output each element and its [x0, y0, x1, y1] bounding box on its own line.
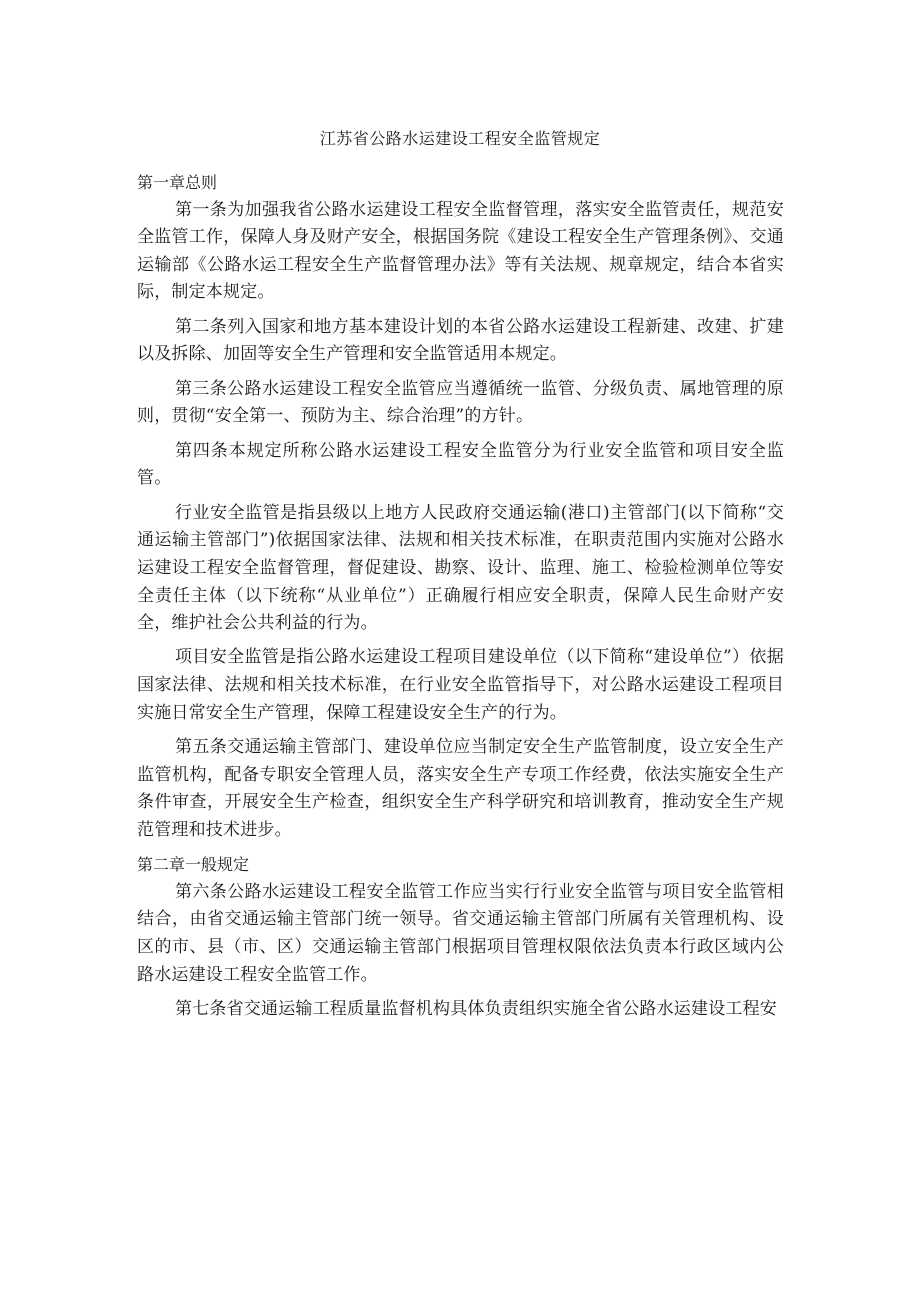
chapter-heading-1: 第一章总则	[137, 173, 218, 192]
industry-supervision-paragraph: 行业安全监管是指县级以上地方人民政府交通运输(港口)主管部门(以下简称“交通运输主管部门”)依据国家法律、法规和相关技术标准，在职责范围内实施对公路水运建设工程安全监督管理，督促建设、勘察、设计、监理、施工、检验检测单位等安全责任主体（以下统称“从业单位”）正确履行相应安全职责，保障人民生命财产安全，维护社会公共利益的行为。	[137, 502, 784, 634]
document-title: 江苏省公路水运建设工程安全监管规定	[319, 129, 601, 148]
article-5-paragraph: 第五条交通运输主管部门、建设单位应当制定安全生产监管制度，设立安全生产监管机构，配备专职安全管理人员，落实安全生产专项工作经费，依法实施安全生产条件审查，开展安全生产检查，组织安全生产科学研究和培训教育，推动安全生产规范管理和技术进步。	[137, 737, 784, 840]
document-body	[137, 169, 784, 1024]
article-7-paragraph: 第七条省交通运输工程质量监督机构具体负责组织实施全省公路水运建设工程安	[175, 999, 777, 1019]
article-3-paragraph: 第三条公路水运建设工程安全监管应当遵循统一监管、分级负责、属地管理的原则，贯彻“安全第一、预防为主、综合治理”的方针。	[137, 378, 784, 427]
article-4-paragraph: 第四条本规定所称公路水运建设工程安全监管分为行业安全监管和项目安全监管。	[137, 440, 784, 489]
article-2-paragraph: 第二条列入国家和地方基本建设计划的本省公路水运建设工程新建、改建、扩建以及拆除、加固等安全生产管理和安全监管适用本规定。	[137, 316, 784, 365]
chapter-heading-2: 第二章一般规定	[137, 855, 250, 875]
article-1-paragraph: 第一条为加强我省公路水运建设工程安全监督管理，落实安全监管责任，规范安全监管工作，保障人身及财产安全，根据国务院《建设工程安全生产管理条例》、交通运输部《公路水运工程安全生产监督管理办法》等有关法规、规章规定，结合本省实际，制定本规定。	[137, 199, 784, 303]
article-6-paragraph: 第六条公路水运建设工程安全监管工作应当实行行业安全监管与项目安全监管相结合，由省交通运输主管部门统一领导。省交通运输主管部门所属有关管理机构、设区的市、县（市、区）交通运输主管部门根据项目管理权限依法负责本行政区域内公路水运建设工程安全监管工作。	[137, 881, 784, 985]
project-supervision-paragraph: 项目安全监管是指公路水运建设工程项目建设单位（以下简称“建设单位”）依据国家法律、法规和相关技术标准，在行业安全监管指导下，对公路水运建设工程项目实施日常安全生产管理，保障工程建设安全生产的行为。	[137, 647, 784, 723]
